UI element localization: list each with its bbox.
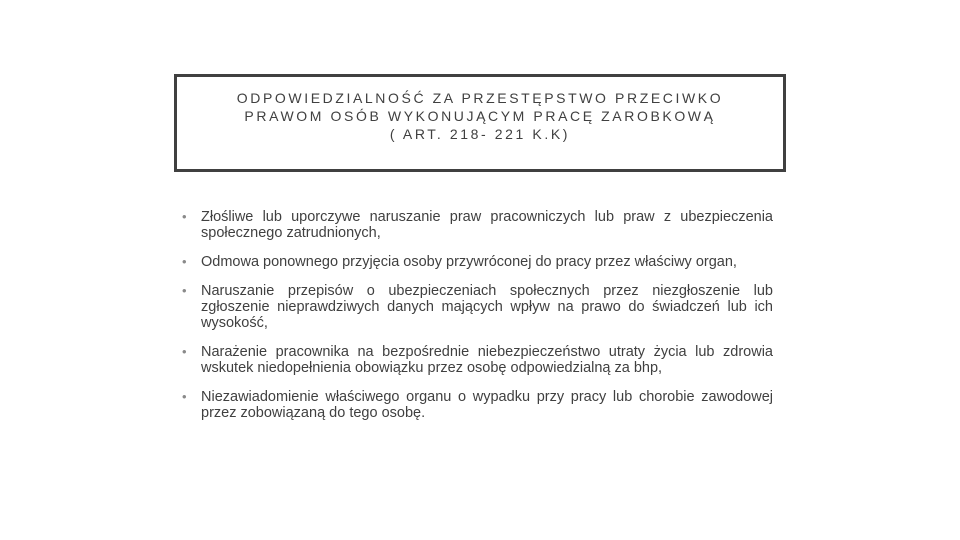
bullet-marker-icon: •	[182, 209, 187, 224]
bullet-marker-icon: •	[182, 254, 187, 269]
bullet-text: Narażenie pracownika na bezpośrednie niebezpieczeństwo utraty życia lub zdrowia wskutek niedopełnienia obowiązku przez osobę odpowiedzialną za bhp,	[201, 344, 773, 376]
bullet-text: Niezawiadomienie właściwego organu o wypadku przy pracy lub chorobie zawodowej przez zobowiązaną do tego osobę.	[201, 389, 773, 421]
title-box	[174, 74, 786, 172]
bullet-item	[181, 254, 773, 270]
title-line-2: PRAWOM OSÓB WYKONUJĄCYM PRACĘ ZAROBKOWĄ	[244, 108, 716, 124]
bullet-item	[181, 344, 773, 376]
bullet-marker-icon: •	[182, 344, 187, 359]
bullet-marker-icon: •	[182, 283, 187, 298]
slide-title	[237, 89, 723, 143]
bullet-item	[181, 389, 773, 421]
title-line-1: ODPOWIEDZIALNOŚĆ ZA PRZESTĘPSTWO PRZECIWKO	[236, 90, 724, 106]
bullet-text: Odmowa ponownego przyjęcia osoby przywróconej do pracy przez właściwy organ,	[201, 254, 737, 270]
bullet-marker-icon: •	[182, 389, 187, 404]
title-line-3: ( ART. 218- 221 K.K)	[389, 126, 571, 142]
bullet-list	[181, 209, 773, 434]
bullet-text: Złośliwe lub uporczywe naruszanie praw pracowniczych lub praw z ubezpieczenia społecznego zatrudnionych,	[201, 209, 773, 241]
bullet-item	[181, 209, 773, 241]
bullet-text: Naruszanie przepisów o ubezpieczeniach społecznych przez niezgłoszenie lub zgłoszenie nieprawdziwych danych mających wpływ na prawo do świadczeń lub ich wysokość,	[201, 283, 773, 331]
bullet-item	[181, 283, 773, 331]
